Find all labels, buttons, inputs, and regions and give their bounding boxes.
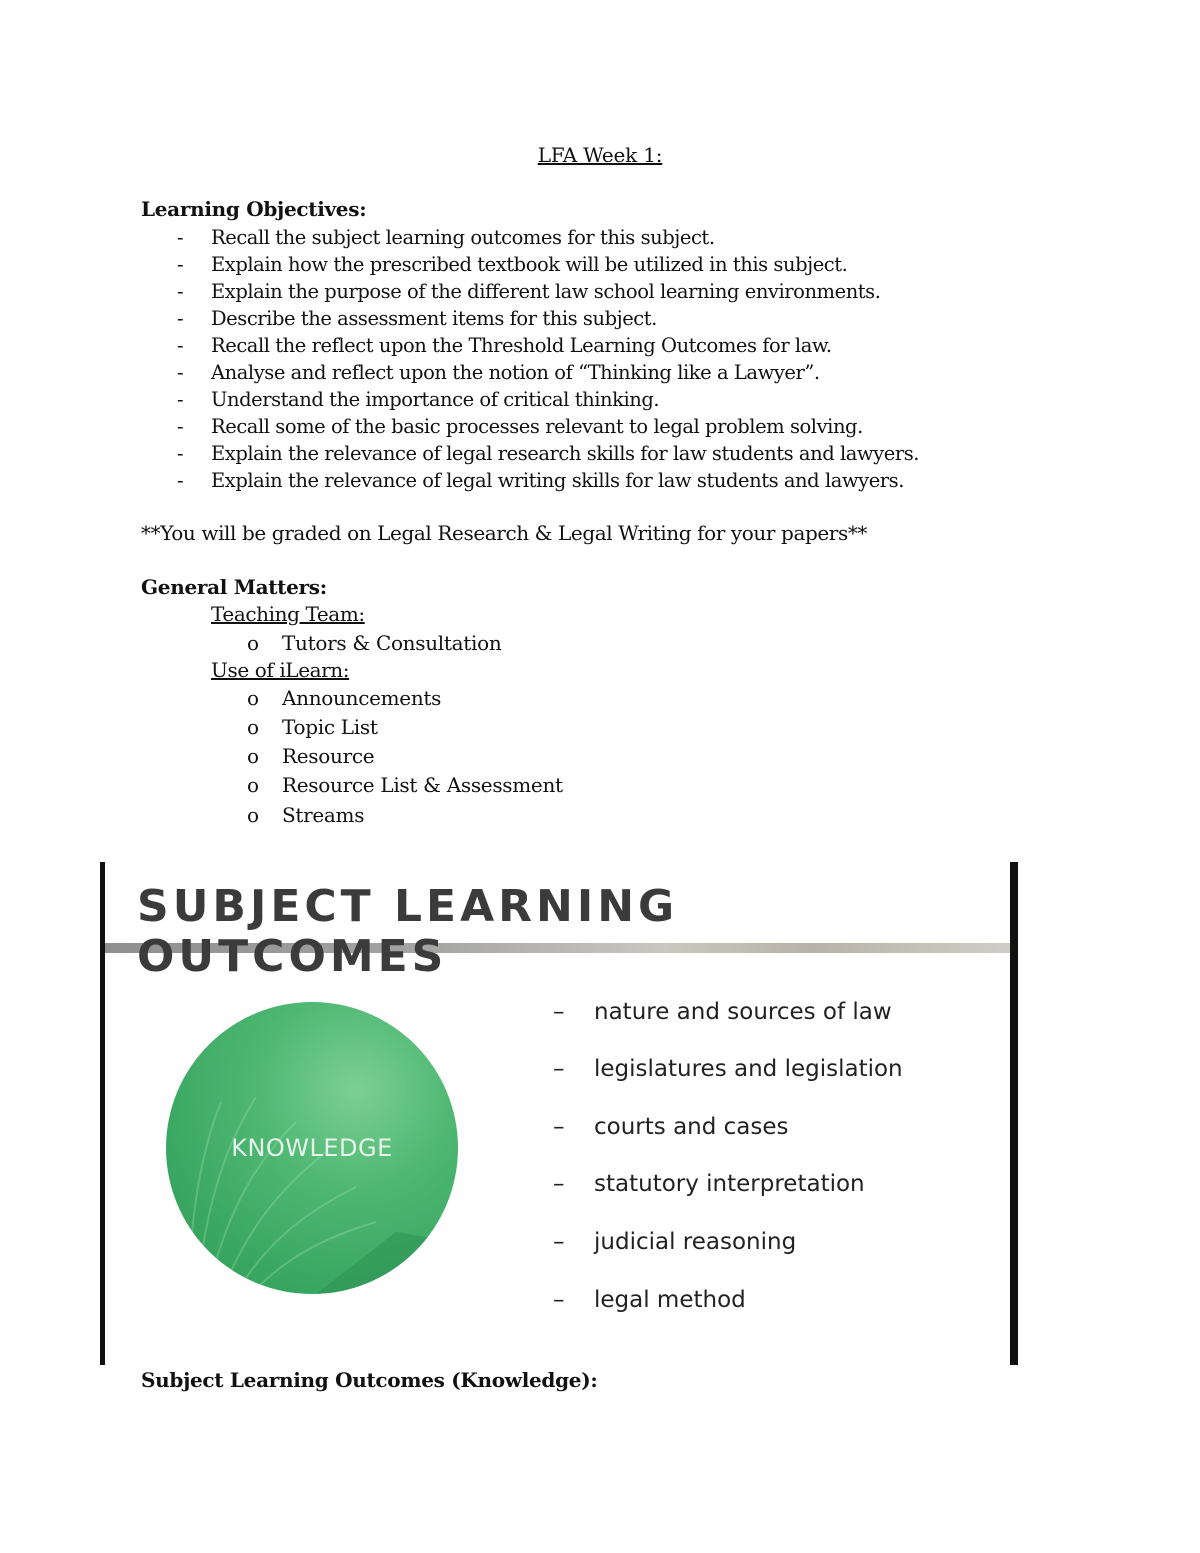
dash-marker: - <box>177 334 184 357</box>
teaching-team-label: Teaching Team: <box>211 602 365 626</box>
bullet-marker: o <box>247 773 259 797</box>
outcome-text: legal method <box>594 1287 746 1313</box>
ilearn-item: Streams <box>282 803 365 827</box>
objective-text: Explain the purpose of the different law school learning environments. <box>211 280 881 303</box>
circle-label: KNOWLEDGE <box>231 1134 393 1162</box>
dash-marker: – <box>553 1287 565 1313</box>
objective-text: Explain how the prescribed textbook will be utilized in this subject. <box>211 253 848 276</box>
objective-text: Recall some of the basic processes relevant to legal problem solving. <box>211 415 863 438</box>
objectives-heading: Learning Objectives: <box>141 197 367 221</box>
objective-text: Describe the assessment items for this subject. <box>211 307 657 330</box>
ilearn-label: Use of iLearn: <box>211 658 350 682</box>
objective-text: Explain the relevance of legal research skills for law students and lawyers. <box>211 442 920 465</box>
bullet-marker: o <box>247 803 259 827</box>
dash-marker: - <box>177 361 184 384</box>
outcome-text: legislatures and legislation <box>594 1056 903 1082</box>
dash-marker: - <box>177 253 184 276</box>
slide-title-line: OUTCOMES <box>137 931 448 982</box>
dash-marker: – <box>553 1171 565 1197</box>
dash-marker: - <box>177 307 184 330</box>
slide-image <box>100 862 1018 1365</box>
objective-text: Analyse and reflect upon the notion of “Thinking like a Lawyer”. <box>211 361 820 384</box>
outcome-text: courts and cases <box>594 1114 789 1140</box>
dash-marker: – <box>553 999 565 1025</box>
dash-marker: - <box>177 388 184 411</box>
grading-note: **You will be graded on Legal Research & Legal Writing for your papers** <box>141 521 868 545</box>
dash-marker: - <box>177 280 184 303</box>
knowledge-outcomes-heading: Subject Learning Outcomes (Knowledge): <box>141 1368 598 1392</box>
slide-title-line: SUBJECT LEARNING <box>137 881 679 932</box>
objective-text: Understand the importance of critical thinking. <box>211 388 660 411</box>
dash-marker: - <box>177 226 184 249</box>
outcome-text: nature and sources of law <box>594 999 892 1025</box>
objective-text: Recall the reflect upon the Threshold Learning Outcomes for law. <box>211 334 832 357</box>
bullet-marker: o <box>247 744 259 768</box>
slide-left-border <box>100 862 105 1365</box>
ilearn-item: Resource <box>282 744 375 768</box>
knowledge-circle <box>166 1002 458 1294</box>
ilearn-item: Resource List & Assessment <box>282 773 563 797</box>
dash-marker: – <box>553 1229 565 1255</box>
outcome-text: statutory interpretation <box>594 1171 865 1197</box>
page-title: LFA Week 1: <box>537 143 663 167</box>
bullet-marker: o <box>247 631 259 655</box>
ilearn-item: Topic List <box>282 715 378 739</box>
bullet-marker: o <box>247 686 259 710</box>
dash-marker: - <box>177 442 184 465</box>
bullet-marker: o <box>247 715 259 739</box>
objective-text: Recall the subject learning outcomes for this subject. <box>211 226 715 249</box>
general-matters-heading: General Matters: <box>141 575 327 599</box>
slide-title <box>137 882 678 982</box>
dash-marker: - <box>177 469 184 492</box>
objective-text: Explain the relevance of legal writing skills for law students and lawyers. <box>211 469 904 492</box>
teaching-team-item: Tutors & Consultation <box>282 631 502 655</box>
ilearn-item: Announcements <box>282 686 442 710</box>
outcome-text: judicial reasoning <box>594 1229 797 1255</box>
dash-marker: – <box>553 1056 565 1082</box>
slide-right-border <box>1010 862 1018 1365</box>
dash-marker: – <box>553 1114 565 1140</box>
dash-marker: - <box>177 415 184 438</box>
